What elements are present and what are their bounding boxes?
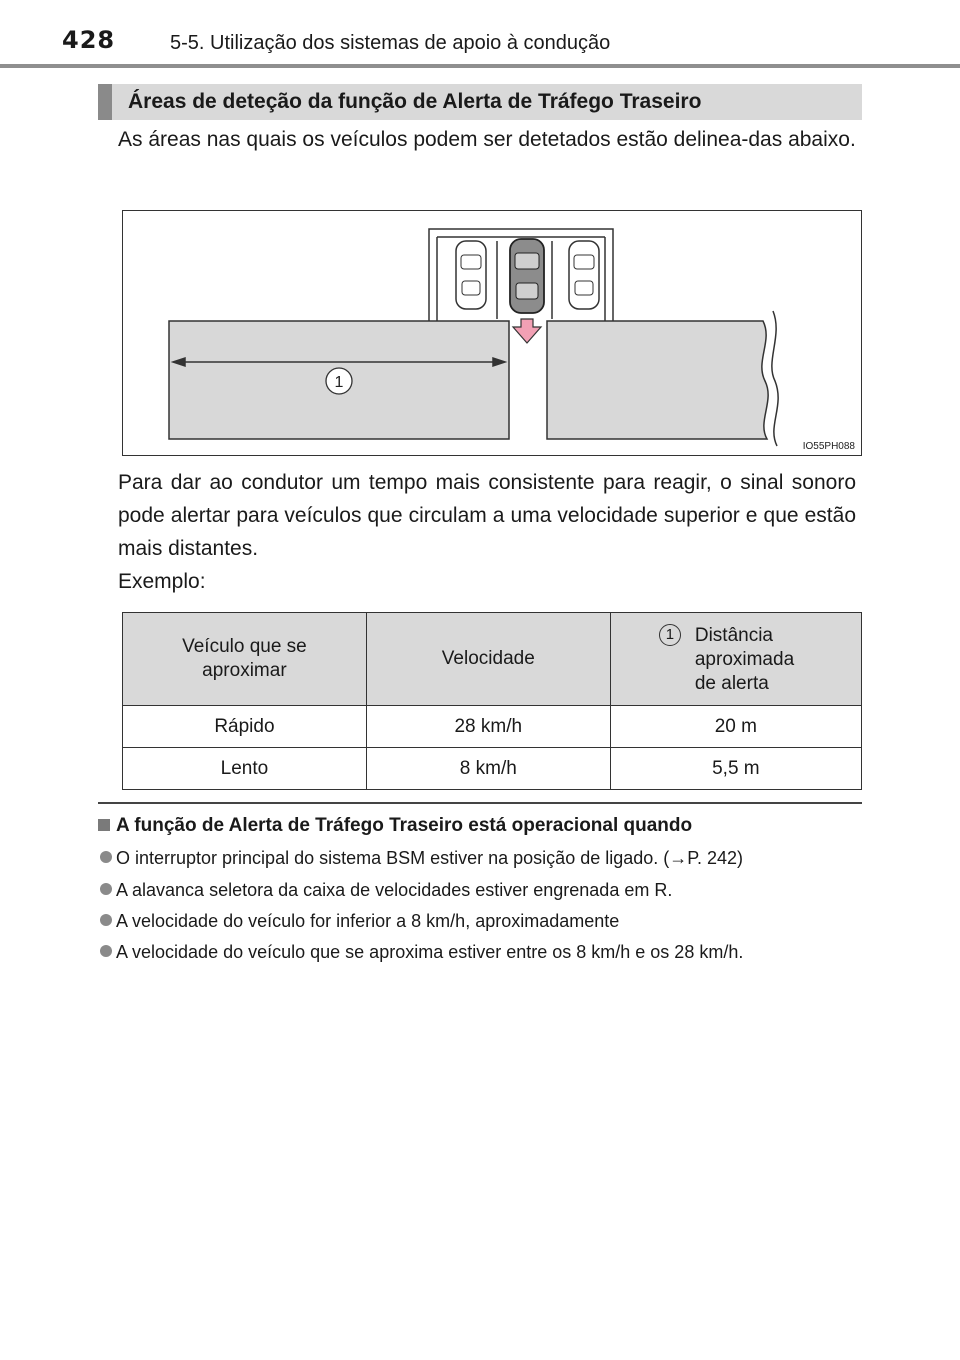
detection-area-figure [122,210,862,456]
header-vehicle: Veículo que se aproximar [123,613,367,706]
header-distance: 1 Distância aproximada de alerta [610,613,861,706]
detection-area-illustration [123,211,863,457]
example-table [122,612,862,790]
square-bullet-icon [98,819,110,831]
header-speed: Velocidade [366,613,610,706]
detection-area-right [547,321,768,439]
table-header-row [123,613,862,706]
reverse-arrow-icon [513,319,541,343]
list-item: O interruptor principal do sistema BSM estiver na posição de ligado. (→P. 242) [100,848,743,869]
notes-heading: A função de Alerta de Tráfego Traseiro está operacional quando [98,815,692,837]
bullet-icon [100,914,112,926]
bullet-icon [100,883,112,895]
header-rule [0,64,960,68]
parked-car-right [569,241,599,309]
list-item: A velocidade do veículo for inferior a 8 km/h, aproximadamente [100,911,619,932]
section-heading-bar [98,84,862,120]
bullet-icon [100,851,112,863]
notes-rule [98,802,862,804]
example-label: Exemplo: [118,570,206,593]
intro-paragraph: As áreas nas quais os veículos podem ser detetados estão delinea-das abaixo. [118,128,856,151]
range-marker-label: 1 [334,374,344,391]
bullet-icon [100,945,112,957]
page-number: 428 [62,26,116,54]
chapter-title: 5-5. Utilização dos sistemas de apoio à condução [170,32,611,54]
own-vehicle-icon [510,239,544,313]
list-item: A alavanca seletora da caixa de velocidades estiver engrenada em R. [100,880,672,901]
table-row: Rápido 28 km/h 20 m [123,706,862,748]
body-paragraph: Para dar ao condutor um tempo mais consistente para reagir, o sinal sonoro pode alertar para veículos que circulam a uma velocidade superior e que estão mais distantes. [118,471,856,560]
list-item: A velocidade do veículo que se aproxima estiver entre os 8 km/h e os 28 km/h. [100,942,743,963]
parked-car-left [456,241,486,309]
figure-code: IO55PH088 [802,441,855,452]
distance-marker: 1 [659,624,681,646]
section-title: Áreas de deteção da função de Alerta de Tráfego Traseiro [128,90,702,113]
table-row: Lento 8 km/h 5,5 m [123,748,862,790]
